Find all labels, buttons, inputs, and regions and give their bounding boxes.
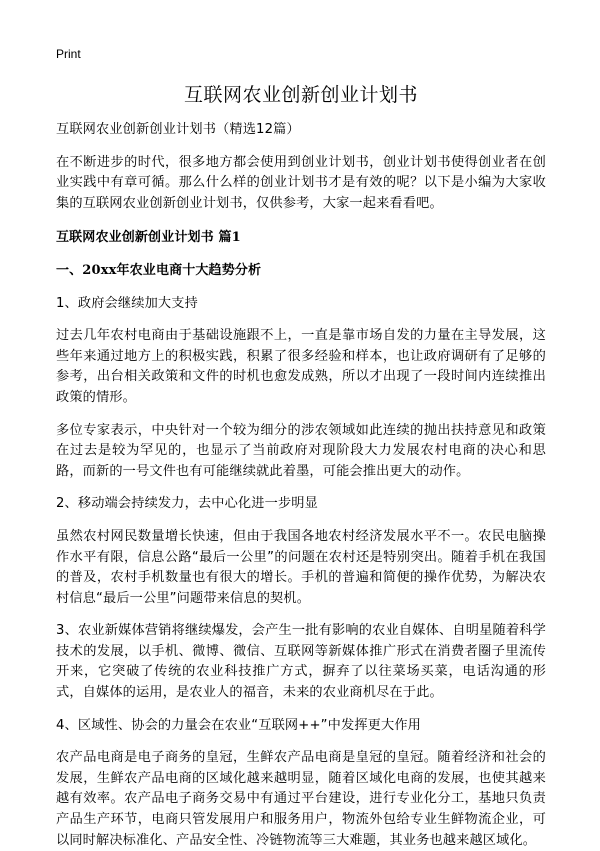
list-item-1: 1、政府会继续加大支持	[56, 295, 198, 311]
list-item-2: 2、移动端会持续发力，去中心化进一步明显	[56, 496, 318, 512]
paragraph-1: 过去几年农村电商由于基础设施跟不上，一直是靠市场自发的力量在主导发展，这些年来通过地方上的积极实践，积累了很多经验和样本，也让政府调研有了足够的参考，出台相关政策和文件的时机也愈发成熟，所以才出现了一段时间内连续推出政策的情形。	[56, 328, 546, 405]
section-title: 互联网农业创新创业计划书 篇1	[56, 230, 241, 246]
print-link[interactable]: Print	[56, 47, 81, 61]
document-subtitle: 互联网农业创新创业计划书（精选12篇）	[56, 122, 300, 137]
document-title: 互联网农业创新创业计划书	[183, 84, 418, 106]
document-body	[56, 80, 546, 851]
paragraph-2: 多位专家表示，中央针对一个较为细分的涉农领域如此连续的抛出扶持意见和政策在过去是较为罕见的，也显示了当前政府对现阶段大力发展农村电商的决心和思路，而新的一号文件也有可能继续就此着墨，可能会推出更大的动作。	[56, 422, 546, 479]
intro-paragraph: 在不断进步的时代，很多地方都会使用到创业计划书，创业计划书使得创业者在创业实践中有章可循。那么什么样的创业计划书才是有效的呢？以下是小编为大家收集的互联网农业创新创业计划书，仅供参考，大家一起来看看吧。	[56, 154, 546, 211]
heading-1: 一、20xx年农业电商十大趋势分析	[56, 262, 262, 278]
paragraph-5: 农产品电商是电子商务的皇冠，生鲜农产品电商是皇冠的皇冠。随着经济和社会的发展，生鲜农产品电商的区域化越来越明显，随着区域化电商的发展，也使其越来越有效率。农产品电子商务交易中有通过平台建设，进行专业化分工，基地只负责产品生产环节，电商只管发展用户和服务用户，物流外包给专业生鲜物流企业，可以同时解决标准化、产品安全性、冷链物流等三大难题，其业务也越来越区域化。	[56, 750, 546, 848]
paragraph-3: 虽然农村网民数量增长快速，但由于我国各地农村经济发展水平不一。农民电脑操作水平有限，信息公路“最后一公里”的问题在农村还是特别突出。随着手机在我国的普及，农村手机数量也有很大的增长。手机的普遍和简便的操作优势，为解决农村信息“最后一公里”问题带来信息的契机。	[56, 528, 546, 606]
list-item-4: 4、区域性、协会的力量会在农业“互联网++”中发挥更大作用	[56, 717, 422, 733]
paragraph-4: 3、农业新媒体营销将继续爆发，会产生一批有影响的农业自媒体、自明星随着科学技术的发展，以手机、微博、微信、互联网等新媒体推广形式在消费者圈子里流传开来，它突破了传统的农业科技推广方式，摒弃了以往菜场买菜，电话沟通的形式，自媒体的运用，是农业人的福音，未来的农业商机尽在于此。	[56, 623, 546, 701]
